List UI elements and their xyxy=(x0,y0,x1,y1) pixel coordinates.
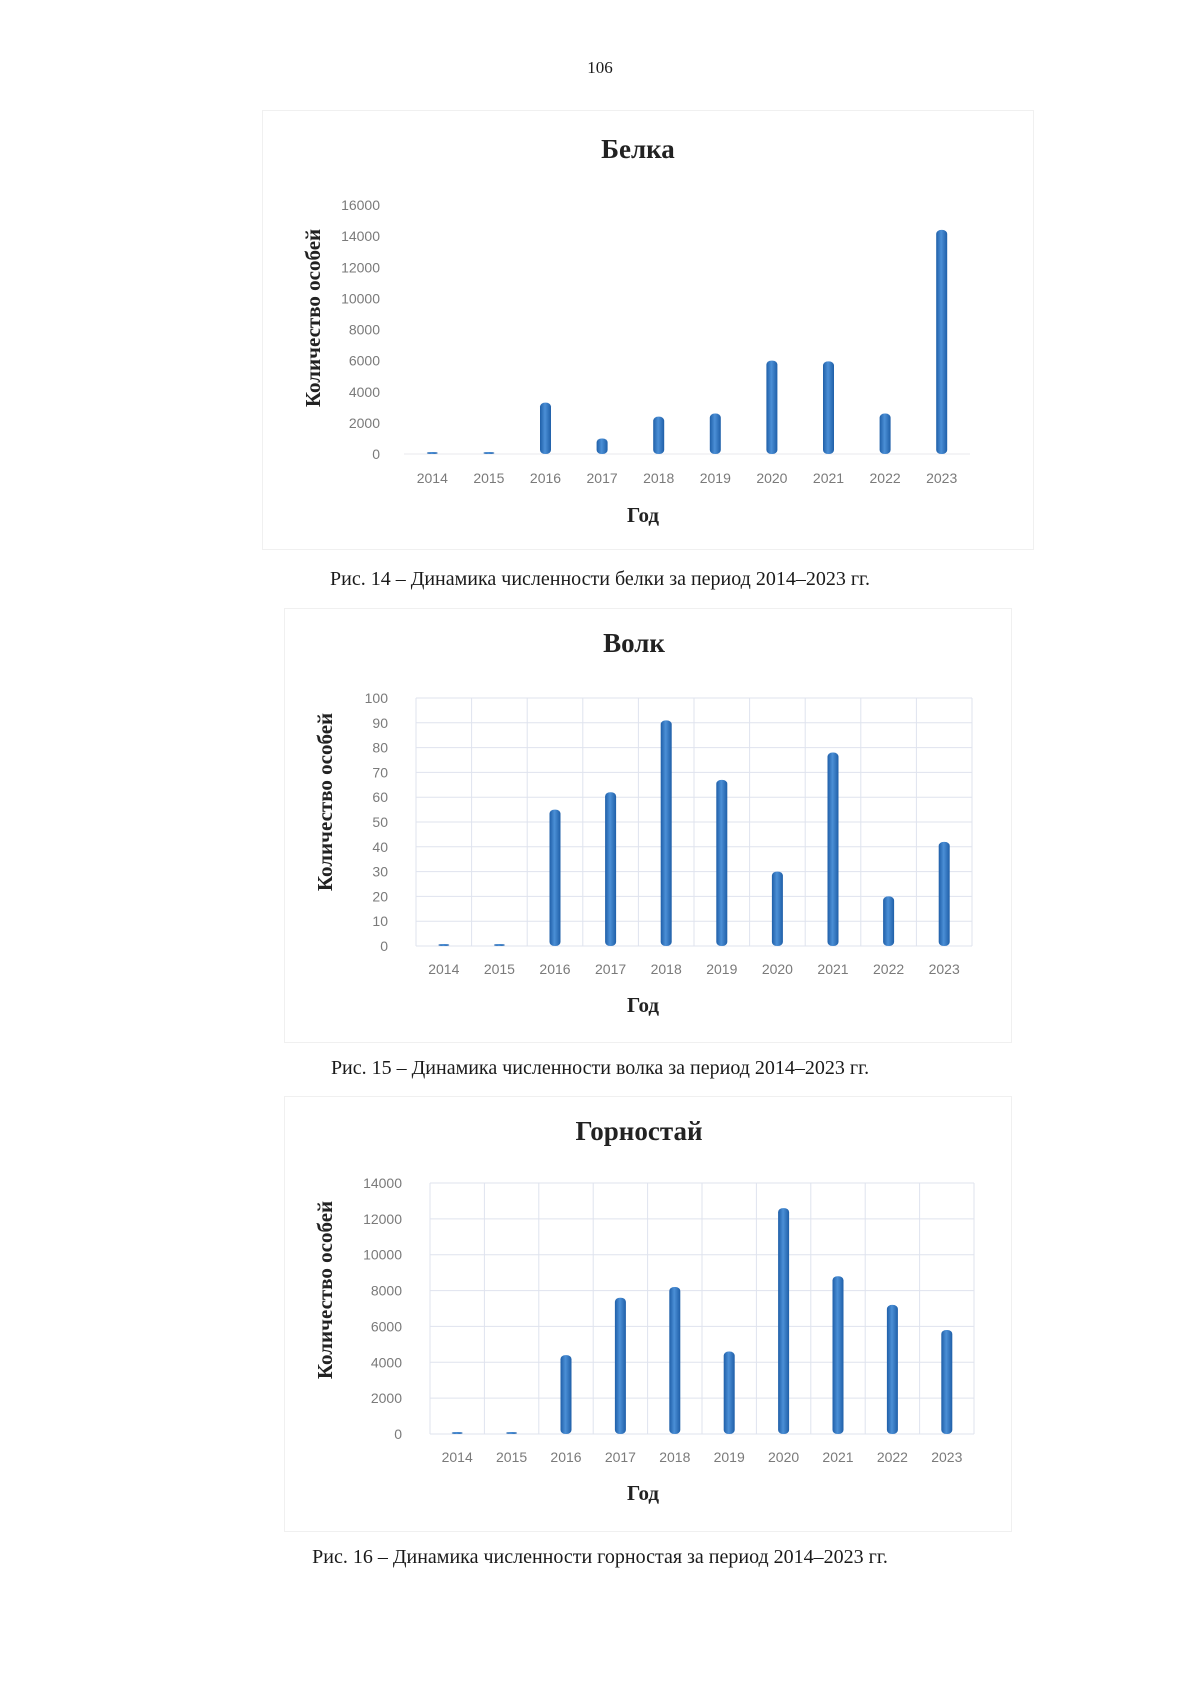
bar-2017 xyxy=(605,792,616,946)
bar-2017 xyxy=(597,438,608,454)
y-tick-label: 2000 xyxy=(348,414,380,431)
x-tick-label: 2022 xyxy=(869,470,901,486)
x-tick-label: 2019 xyxy=(706,961,738,977)
bar-2018 xyxy=(669,1287,680,1434)
chart-title: Волк xyxy=(603,628,665,658)
chart-frame xyxy=(285,609,1012,1043)
y-tick-label: 60 xyxy=(372,789,388,806)
y-axis-title: Количество особей xyxy=(313,712,337,892)
x-tick-label: 2021 xyxy=(822,1449,854,1465)
x-tick-label: 2023 xyxy=(926,470,958,486)
bar-2021 xyxy=(823,361,834,454)
x-tick-label: 2018 xyxy=(643,470,675,486)
bar-2022 xyxy=(883,896,894,946)
chart-stoat xyxy=(284,1096,1012,1532)
bar-2016 xyxy=(550,810,561,946)
y-tick-label: 10000 xyxy=(341,290,380,307)
bar-2022 xyxy=(887,1305,898,1434)
y-tick-label: 40 xyxy=(372,838,388,855)
chart-wolf-svg xyxy=(284,608,1012,1043)
x-tick-label: 2023 xyxy=(931,1449,963,1465)
x-tick-label: 2019 xyxy=(713,1449,745,1465)
y-tick-label: 20 xyxy=(372,888,388,905)
bar-2019 xyxy=(724,1352,735,1434)
y-tick-label: 16000 xyxy=(341,197,380,213)
figure-caption-16: Рис. 16 – Динамика численности горностая за период 2014–2023 гг. xyxy=(312,1546,888,1568)
chart-title: Белка xyxy=(601,134,675,164)
x-tick-label: 2018 xyxy=(650,961,682,977)
page-number: 106 xyxy=(587,58,613,77)
chart-squirrel-svg xyxy=(262,110,1034,550)
x-tick-label: 2016 xyxy=(529,470,562,486)
x-tick-label: 2023 xyxy=(928,961,960,977)
bar-2023 xyxy=(939,842,950,946)
bar-2016 xyxy=(561,1355,572,1434)
x-tick-label: 2018 xyxy=(659,1449,691,1465)
x-tick-label: 2020 xyxy=(761,961,793,977)
chart-title: Горностай xyxy=(575,1116,703,1146)
y-tick-label: 12000 xyxy=(341,259,380,276)
x-tick-label: 2015 xyxy=(473,470,505,486)
y-tick-label: 12000 xyxy=(363,1210,402,1227)
bar-2015 xyxy=(494,944,505,946)
chart-stoat-svg xyxy=(284,1096,1012,1532)
x-tick-label: 2014 xyxy=(441,1449,473,1465)
bar-2015 xyxy=(506,1432,517,1434)
bar-2015 xyxy=(483,452,494,454)
x-tick-label: 2017 xyxy=(595,961,627,977)
bar-2014 xyxy=(452,1432,463,1434)
y-tick-label: 90 xyxy=(372,714,388,731)
y-tick-label: 70 xyxy=(372,764,388,781)
x-tick-label: 2021 xyxy=(812,470,845,486)
bar-2021 xyxy=(833,1276,844,1434)
x-tick-label: 2014 xyxy=(428,961,460,977)
y-tick-label: 0 xyxy=(372,446,380,462)
figure-caption-14: Рис. 14 – Динамика численности белки за период 2014–2023 гг. xyxy=(330,568,870,590)
y-tick-label: 0 xyxy=(380,938,388,954)
y-tick-label: 2000 xyxy=(370,1390,402,1407)
chart-squirrel xyxy=(262,110,1034,550)
figure-caption-15: Рис. 15 – Динамика численности волка за период 2014–2023 гг. xyxy=(330,1057,870,1079)
y-tick-label: 10 xyxy=(372,913,388,930)
bar-2017 xyxy=(615,1298,626,1434)
bar-2020 xyxy=(778,1208,789,1434)
y-tick-label: 8000 xyxy=(348,321,380,338)
y-tick-label: 6000 xyxy=(348,352,380,369)
x-tick-label: 2020 xyxy=(756,470,788,486)
bar-2019 xyxy=(716,780,727,946)
bar-2022 xyxy=(880,414,891,454)
x-tick-label: 2016 xyxy=(539,961,571,977)
x-axis-title: Год xyxy=(626,993,660,1017)
bar-2021 xyxy=(828,753,839,946)
bar-2020 xyxy=(766,361,777,454)
bar-2018 xyxy=(653,417,664,454)
y-tick-label: 100 xyxy=(364,690,388,706)
x-axis-title: Год xyxy=(626,503,660,527)
y-tick-label: 14000 xyxy=(363,1175,402,1191)
bar-2016 xyxy=(540,403,551,454)
y-tick-label: 0 xyxy=(394,1426,402,1442)
y-tick-label: 50 xyxy=(372,814,388,830)
bar-2018 xyxy=(661,720,672,946)
bar-2014 xyxy=(427,452,438,454)
x-tick-label: 2021 xyxy=(817,961,849,977)
x-tick-label: 2017 xyxy=(604,1449,636,1465)
y-tick-label: 6000 xyxy=(370,1318,402,1335)
chart-wolf xyxy=(284,608,1012,1043)
y-axis-title: Количество особей xyxy=(313,1200,337,1380)
bar-2023 xyxy=(941,1330,952,1434)
x-tick-label: 2016 xyxy=(550,1449,582,1465)
x-tick-label: 2014 xyxy=(416,470,448,486)
y-tick-label: 14000 xyxy=(341,228,380,245)
bar-2023 xyxy=(936,230,947,454)
y-tick-label: 10000 xyxy=(363,1246,402,1263)
x-tick-label: 2015 xyxy=(496,1449,528,1465)
y-tick-label: 4000 xyxy=(348,383,380,400)
x-axis-title: Год xyxy=(626,1481,660,1505)
x-tick-label: 2017 xyxy=(586,470,618,486)
bar-2019 xyxy=(710,414,721,454)
y-tick-label: 30 xyxy=(372,863,388,880)
bar-2020 xyxy=(772,872,783,946)
x-tick-label: 2019 xyxy=(699,470,731,486)
y-tick-label: 80 xyxy=(372,739,388,756)
bar-2014 xyxy=(438,944,449,946)
y-tick-label: 8000 xyxy=(370,1282,402,1299)
x-tick-label: 2022 xyxy=(873,961,905,977)
x-tick-label: 2022 xyxy=(876,1449,908,1465)
x-tick-label: 2015 xyxy=(483,961,515,977)
x-tick-label: 2020 xyxy=(768,1449,800,1465)
y-axis-title: Количество особей xyxy=(301,228,325,408)
y-tick-label: 4000 xyxy=(370,1354,402,1371)
